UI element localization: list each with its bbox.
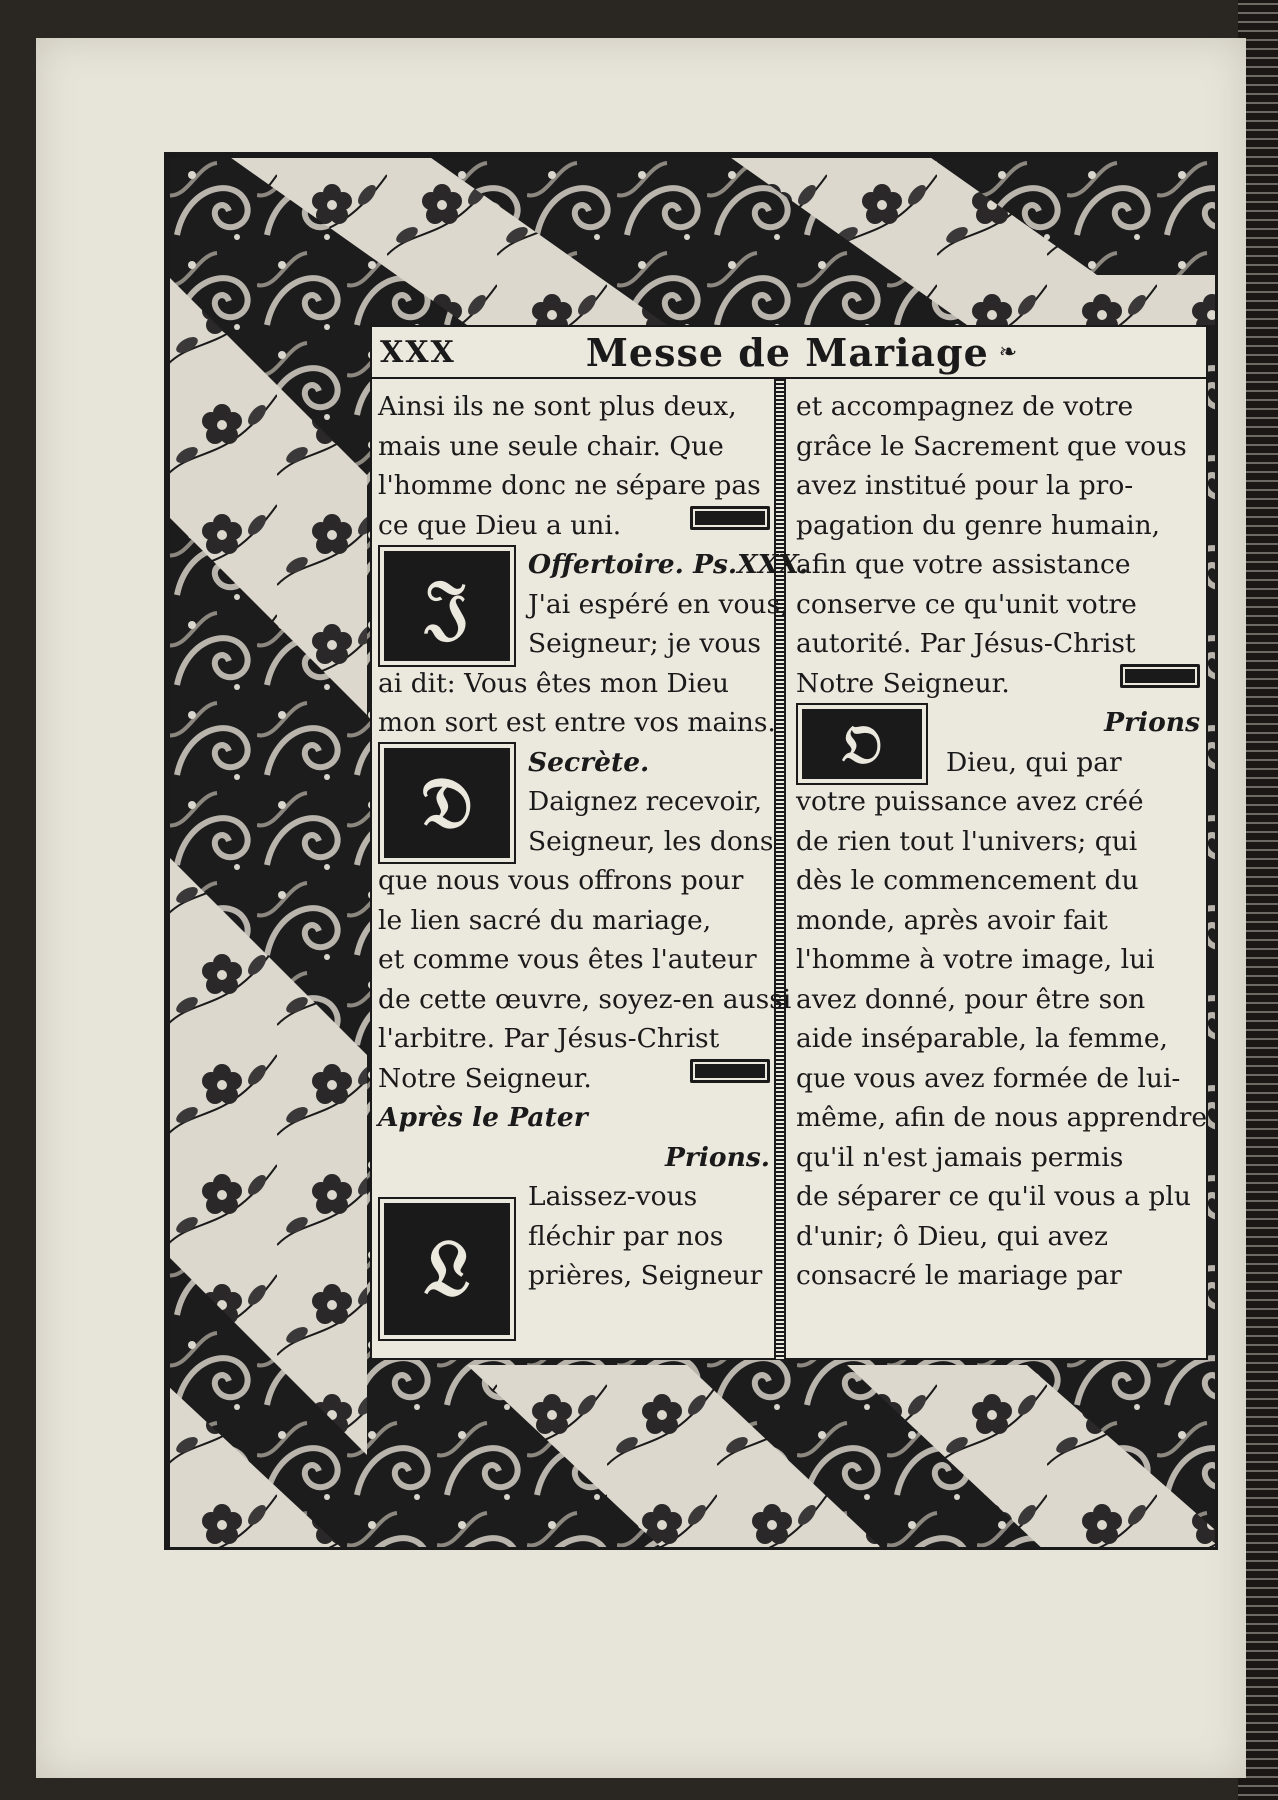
text-line: l'homme donc ne sépare pas bbox=[378, 470, 761, 501]
text-line: l'homme à votre image, lui bbox=[796, 944, 1155, 975]
text-line: dès le commencement du bbox=[796, 865, 1139, 896]
illuminated-initial-icon: 𝔍 bbox=[378, 545, 516, 667]
text-line: de séparer ce qu'il vous a plu bbox=[796, 1181, 1191, 1212]
text-line: prières, Seigneur bbox=[528, 1260, 763, 1291]
text-line: Notre Seigneur. bbox=[796, 664, 1200, 704]
text-line: Dieu, qui par bbox=[946, 746, 1122, 778]
text-line: Seigneur; je vous bbox=[528, 628, 762, 659]
text-line: avez donné, pour être son bbox=[796, 983, 1146, 1015]
text-line: l'arbitre. Par Jésus-Christ bbox=[378, 1023, 720, 1054]
text-line: Prions. bbox=[664, 1141, 770, 1173]
flourish-icon: ❧ bbox=[998, 339, 1018, 365]
text-line: d'unir; ô Dieu, qui avez bbox=[796, 1220, 1108, 1252]
text-line: mon sort est entre vos mains. bbox=[378, 707, 776, 738]
text-line: afin que votre assistance bbox=[796, 549, 1131, 580]
text-line: votre puissance avez créé bbox=[796, 786, 1144, 817]
text-line: le lien sacré du mariage, bbox=[378, 904, 712, 936]
text-line: et comme vous êtes l'auteur bbox=[378, 944, 757, 975]
text-line: et accompagnez de votre bbox=[796, 391, 1134, 422]
text-line: aide inséparable, la femme, bbox=[796, 1023, 1168, 1054]
text-line: Prions bbox=[1104, 707, 1200, 738]
text-line: de rien tout l'univers; qui bbox=[796, 825, 1138, 857]
illuminated-initial-icon: 𝔏 bbox=[378, 1197, 516, 1341]
illuminated-initial-icon: 𝔒 bbox=[796, 703, 928, 785]
right-column bbox=[796, 387, 1208, 1296]
page-title: Messe de Mariage bbox=[585, 329, 989, 375]
text-panel bbox=[370, 325, 1208, 1360]
illuminated-initial-icon: 𝔇 bbox=[378, 742, 516, 864]
text-line: J'ai espéré en vous, bbox=[528, 588, 789, 620]
text-line: Secrète. bbox=[528, 746, 650, 778]
text-line: Laissez-vous bbox=[528, 1181, 698, 1212]
text-line: Daignez recevoir, bbox=[528, 786, 763, 817]
text-line: mais une seule chair. Que bbox=[378, 430, 724, 462]
line-end-ornament-icon bbox=[690, 1059, 770, 1083]
text-line: même, afin de nous apprendre bbox=[796, 1102, 1208, 1133]
text-line: Seigneur, les dons bbox=[528, 825, 774, 857]
text-line: Offertoire. Ps.XXX. bbox=[528, 549, 809, 580]
text-line: Après le Pater bbox=[378, 1102, 588, 1133]
text-line: conserve ce qu'unit votre bbox=[796, 588, 1137, 620]
page-header bbox=[372, 327, 1206, 379]
column-divider bbox=[774, 379, 786, 1359]
text-line: consacré le mariage par bbox=[796, 1260, 1122, 1291]
line-end-ornament-icon bbox=[1120, 664, 1200, 688]
text-line: Ainsi ils ne sont plus deux, bbox=[378, 391, 737, 422]
text-line: Notre Seigneur. bbox=[378, 1059, 770, 1099]
text-line: avez institué pour la pro- bbox=[796, 470, 1134, 501]
text-line: ce que Dieu a uni. bbox=[378, 506, 770, 546]
text-line: grâce le Sacrement que vous bbox=[796, 430, 1187, 462]
text-line: pagation du genre humain, bbox=[796, 509, 1161, 541]
text-line: qu'il n'est jamais permis bbox=[796, 1141, 1124, 1173]
text-line: de cette œuvre, soyez-en aussi bbox=[378, 983, 792, 1015]
text-line: fléchir par nos bbox=[528, 1220, 724, 1252]
folio-number: XXX bbox=[380, 334, 456, 370]
text-line: que vous avez formée de lui- bbox=[796, 1062, 1181, 1094]
text-line: que nous vous offrons pour bbox=[378, 865, 744, 896]
text-line: autorité. Par Jésus-Christ bbox=[796, 628, 1136, 659]
line-end-ornament-icon bbox=[690, 506, 770, 530]
text-line: ai dit: Vous êtes mon Dieu bbox=[378, 667, 729, 699]
text-line: monde, après avoir fait bbox=[796, 904, 1108, 936]
